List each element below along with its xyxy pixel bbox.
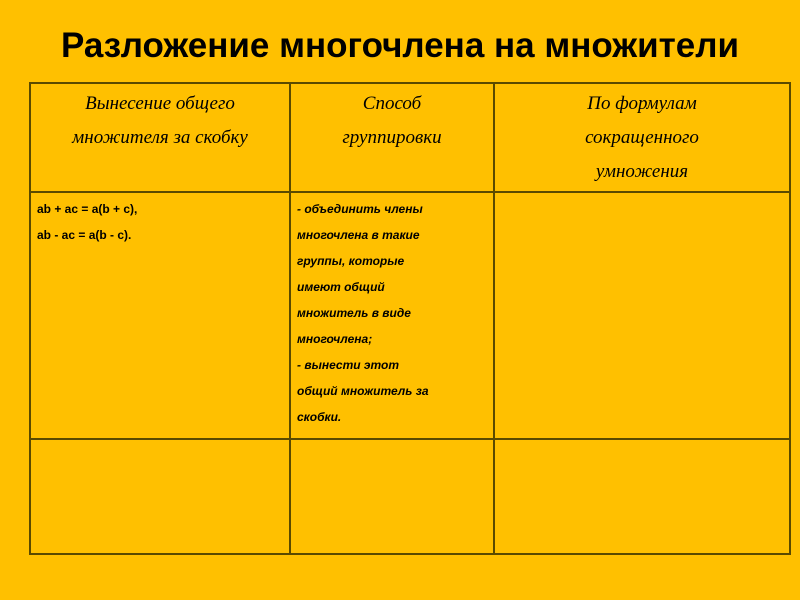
table-cell-empty	[290, 439, 494, 554]
header-cell-formulas	[494, 83, 790, 192]
cell-text	[291, 193, 493, 430]
cell-text	[31, 193, 289, 248]
header-cell-line: группировки	[342, 127, 442, 148]
factoring-methods-table	[29, 82, 791, 555]
cell-text-line: ab - ac = a(b - c).	[37, 228, 132, 242]
table-cell-common-factor-examples	[30, 192, 290, 439]
cell-text-line: - объединить члены	[297, 202, 423, 216]
header-cell-line: сокращенного	[585, 127, 699, 148]
cell-text-line: ab + ac = a(b + c),	[37, 202, 138, 216]
cell-text-line: общий множитель за	[297, 384, 429, 398]
cell-text-line: имеют общий	[297, 280, 385, 294]
table-cell-empty	[494, 439, 790, 554]
header-cell-common-factor	[30, 83, 290, 192]
cell-text-line: группы, которые	[297, 254, 405, 268]
header-cell-line: Вынесение общего	[85, 93, 235, 114]
table-cell-empty	[30, 439, 290, 554]
table-row	[30, 192, 790, 439]
header-cell-line: умножения	[595, 161, 689, 182]
header-cell-line: Способ	[362, 93, 422, 114]
header-cell-grouping	[290, 83, 494, 192]
table-row	[30, 439, 790, 554]
table-cell-grouping-steps	[290, 192, 494, 439]
slide-title: Разложение многочлена на множители	[61, 26, 739, 65]
cell-text-line: многочлена в такие	[297, 228, 420, 242]
cell-text-line: многочлена;	[297, 332, 373, 346]
table-cell-formulas-empty	[494, 192, 790, 439]
header-cell-line: множителя за скобку	[72, 127, 248, 148]
cell-text-line: множитель в виде	[297, 306, 411, 320]
table-header-row	[30, 83, 790, 192]
cell-text-line: скобки.	[297, 410, 342, 424]
cell-text-line: - вынести этот	[297, 358, 400, 372]
header-cell-line: По формулам	[587, 93, 697, 114]
